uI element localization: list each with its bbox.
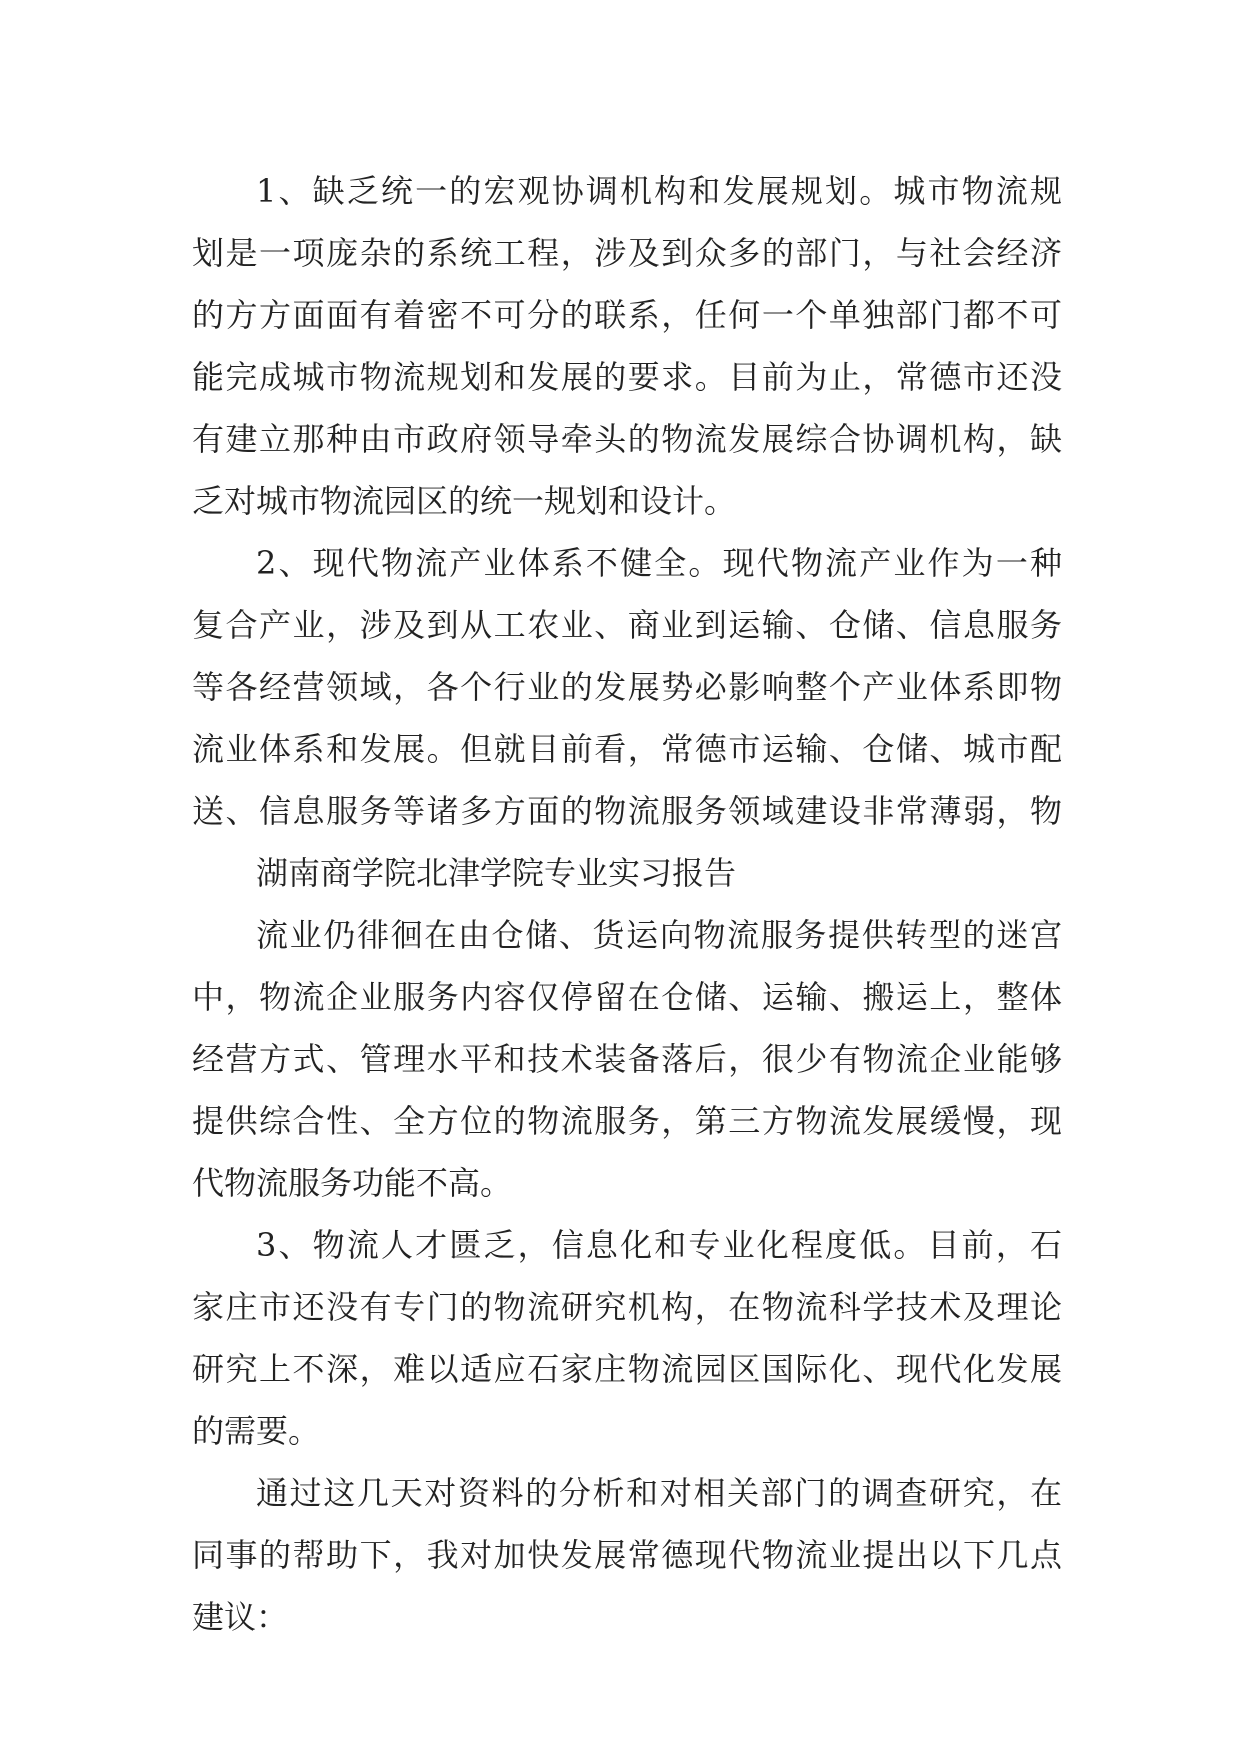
text-line: 建议： (192, 1598, 289, 1636)
text-line: 2、现代物流产业体系不健全。现代物流产业作为一种 (256, 544, 1062, 582)
text-line: 流业仍徘徊在由仓储、货运向物流服务提供转型的迷宫 (256, 916, 1062, 954)
text-line: 乏对城市物流园区的统一规划和设计。 (192, 482, 737, 520)
text-line: 复合产业，涉及到从工农业、商业到运输、仓储、信息服务 (192, 606, 1062, 644)
text-line: 流业体系和发展。但就目前看，常德市运输、仓储、城市配 (192, 730, 1062, 768)
text-line: 等各经营领域，各个行业的发展势必影响整个产业体系即物 (192, 668, 1062, 706)
text-line: 研究上不深，难以适应石家庄物流园区国际化、现代化发展 (192, 1350, 1062, 1388)
document-body (192, 160, 1062, 1648)
text-line: 代物流服务功能不高。 (192, 1164, 513, 1202)
text-line: 的方方面面有着密不可分的联系，任何一个单独部门都不可 (192, 296, 1062, 334)
text-line: 送、信息服务等诸多方面的物流服务领域建设非常薄弱，物 (192, 792, 1062, 830)
text-line: 的需要。 (192, 1412, 321, 1450)
text-line: 能完成城市物流规划和发展的要求。目前为止，常德市还没 (192, 358, 1062, 396)
text-line: 中，物流企业服务内容仅停留在仓储、运输、搬运上，整体 (192, 978, 1062, 1016)
text-line: 同事的帮助下，我对加快发展常德现代物流业提出以下几点 (192, 1536, 1062, 1574)
text-line: 3、物流人才匮乏，信息化和专业化程度低。目前，石 (256, 1226, 1062, 1264)
text-line: 经营方式、管理水平和技术装备落后，很少有物流企业能够 (192, 1040, 1062, 1078)
text-line: 划是一项庞杂的系统工程，涉及到众多的部门，与社会经济 (192, 234, 1062, 272)
text-line: 通过这几天对资料的分析和对相关部门的调查研究，在 (256, 1474, 1062, 1512)
text-line: 家庄市还没有专门的物流研究机构，在物流科学技术及理论 (192, 1288, 1062, 1326)
text-line: 提供综合性、全方位的物流服务，第三方物流发展缓慢，现 (192, 1102, 1062, 1140)
text-line: 1、缺乏统一的宏观协调机构和发展规划。城市物流规 (256, 172, 1062, 210)
text-line: 湖南商学院北津学院专业实习报告 (256, 854, 737, 892)
text-line: 有建立那种由市政府领导牵头的物流发展综合协调机构，缺 (192, 420, 1062, 458)
